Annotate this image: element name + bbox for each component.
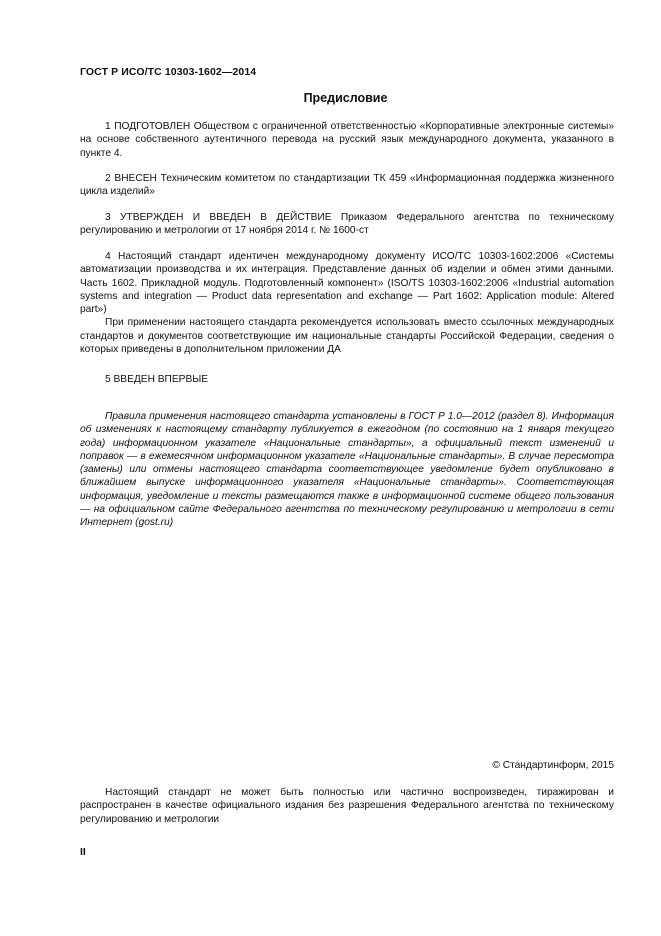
page-title: Предисловие [303, 91, 388, 105]
foreword-paragraph-3 [80, 211, 614, 238]
paragraph-text: 5 ВВЕДЕН ВПЕРВЫЕ [105, 374, 209, 385]
paragraph-text: 1 ПОДГОТОВЛЕН Обществом с ограниченной ответственностью «Корпоративные электронные системы» на основе собственного аутентичного перевода на русский язык международного документа, указанного в пункте 4. [80, 121, 614, 159]
document-code-header: ГОСТ Р ИСО/ТС 10303-1602—2014 [80, 66, 257, 78]
application-rules-notice: Правила применения настоящего стандарта установлены в ГОСТ Р 1.0—2012 (раздел 8). Информация об изменениях к настоящему стандарту публикуется в ежегодном (по состоянию на 1 января текущего года) информационном указателе «Национальные стандарты», а официальный текст изменений и поправок — в ежемесячном информационном указателе «Национальные стандарты». В случае пересмотра (замены) или отмены настоящего стандарта соответствующее уведомление будет опубликовано в ближайшем выпуске информационного указателя «Национальные стандарты». Соответствующая информация, уведомление и тексты размещаются также в информационной системе общего пользования — на официальном сайте Федерального агентства по техническому регулированию и метрологии в сети Интернет (gost.ru) [80, 411, 614, 529]
reproduction-notice: Настоящий стандарт не может быть полностью или частично воспроизведен, тиражирован и распространен в качестве официального издания без разрешения Федерального агентства по техническому регулированию и метрологии [80, 787, 614, 825]
foreword-paragraph-5 [80, 373, 614, 386]
page-number: II [80, 846, 86, 858]
foreword-paragraph-1 [80, 120, 614, 160]
copyright-line: © Стандартинформ, 2015 [492, 760, 614, 771]
paragraph-text: 2 ВНЕСЕН Техническим комитетом по стандартизации ТК 459 «Информационная поддержка жизненного цикла изделий» [80, 173, 614, 198]
paragraph-text: 4 Настоящий стандарт идентичен международному документу ИСО/ТС 10303-1602:2006 «Системы автоматизации производства и их интеграция. Представление данных об изделии и обмен этими данными. Часть 1602. Прикладной модуль. Подготовленный компонент» (ISO/TS 10303-1602:2006 «Industrial automation systems and integration — Product data representation and exchange — Part 1602: Application module: Altered part») [80, 251, 614, 316]
paragraph-text: При применении настоящего стандарта рекомендуется использовать вместо ссылочных международных стандартов и документов соответствующие им национальные стандарты Российской Федерации, сведения о которых приведены в дополнительном приложении ДА [80, 317, 614, 356]
paragraph-text: 3 УТВЕРЖДЕН И ВВЕДЕН В ДЕЙСТВИЕ Приказом Федерального агентства по техническому регулированию и метрологии от 17 ноября 2014 г. № 1600-ст [80, 212, 614, 237]
foreword-paragraph-4 [80, 250, 614, 356]
foreword-paragraph-2 [80, 172, 614, 199]
